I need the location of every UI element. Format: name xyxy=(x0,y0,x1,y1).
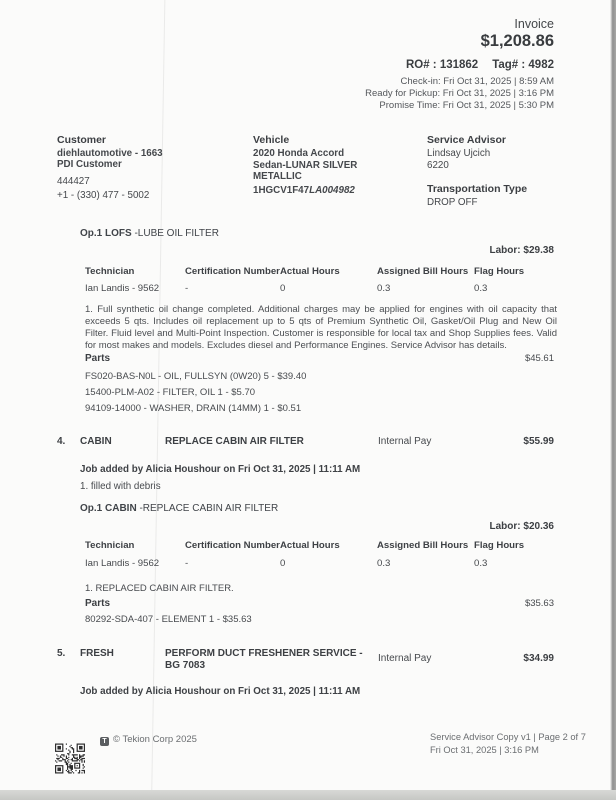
printed-timestamp: Fri Oct 31, 2025 | 3:16 PM xyxy=(430,745,539,755)
assigned-hours-cell: 0.3 xyxy=(377,558,391,569)
tekion-logo-icon: T xyxy=(100,737,109,746)
scan-bottom-edge xyxy=(0,790,616,800)
lofs-parts-label: Parts xyxy=(85,353,111,364)
qr-code xyxy=(55,742,85,775)
op-cabin-desc: -REPLACE CABIN AIR FILTER xyxy=(136,503,279,514)
copy-version-page: Service Advisor Copy v1 | Page 2 of 7 xyxy=(430,732,586,742)
cabin-table-row xyxy=(85,558,557,570)
customer-type: PDI Customer xyxy=(57,159,122,170)
op-cabin-code: Op.1 CABIN xyxy=(80,503,137,514)
customer-phone: +1 - (330) 477 - 5002 xyxy=(57,190,150,201)
assigned-hours-cell: 0.3 xyxy=(377,283,391,294)
cabin-labor-amount: Labor: $20.36 xyxy=(489,521,554,532)
technician-cell: Ian Landis - 9562 xyxy=(85,558,160,569)
col-certification-number: Certification Number xyxy=(185,540,280,551)
actual-hours-cell: 0 xyxy=(280,283,286,294)
invoice-total: $1,208.86 xyxy=(480,32,554,50)
vin-prefix: 1HGCV1F47 xyxy=(253,185,310,196)
op-lofs-code: Op.1 LOFS xyxy=(80,228,132,239)
lofs-table-header xyxy=(85,266,557,278)
vehicle-description: 2020 Honda Accord Sedan-LUNAR SILVER METALLIC xyxy=(253,148,358,182)
cabin-story: 1. REPLACED CABIN AIR FILTER. xyxy=(85,583,234,594)
col-certification-number: Certification Number xyxy=(185,266,280,277)
lofs-table-row xyxy=(85,283,557,295)
col-flag-hours: Flag Hours xyxy=(474,266,525,277)
job4-concern: 1. filled with debris xyxy=(80,481,161,492)
job5-pay-type: Internal Pay xyxy=(378,653,432,664)
promise-time: Promise Time: Fri Oct 31, 2025 | 5:30 PM xyxy=(379,100,554,111)
cabin-table-header xyxy=(85,540,557,552)
copyright-text: © Tekion Corp 2025 xyxy=(113,734,197,745)
service-advisor-heading: Service Advisor xyxy=(427,134,506,146)
customer-account: 444427 xyxy=(57,176,90,187)
cabin-parts-label: Parts xyxy=(85,598,111,609)
check-in-time: Check-in: Fri Oct 31, 2025 | 8:59 AM xyxy=(400,76,554,87)
customer-name: diehlautomotive - 1663 xyxy=(57,148,163,159)
cert-cell: - xyxy=(185,558,189,569)
service-advisor-number: 6220 xyxy=(427,160,449,171)
part-line: FS020-BAS-N0L - OIL, FULLSYN (0W20) 5 - $39.40 xyxy=(85,371,307,382)
job5-title: PERFORM DUCT FRESHENER SERVICE - BG 7083 xyxy=(165,648,363,671)
cabin-parts-total: $35.63 xyxy=(524,598,554,609)
col-flag-hours: Flag Hours xyxy=(474,540,525,551)
job4-pay-type: Internal Pay xyxy=(378,436,432,447)
tag-number: Tag# : 4982 xyxy=(492,59,554,71)
job5-amount: $34.99 xyxy=(523,653,554,664)
lofs-service-note: 1. Full synthetic oil change completed. Additional charges may be applied for engines with oil capacity that exceeds 5 qts. Includes oil replacement up to 5 qts of Premium Synthetic Oil, Gasket/Oil Plug and New Oil Filter. Fluid level and Multi-Point Inspection. Customer is responsible for local tax and Shop Supplies fees. Valid for most makes and models. Excludes diesel and Performance Engines. Service Advisor has details. xyxy=(85,304,557,351)
job5-added-by: Job added by Alicia Houshour on Fri Oct 31, 2025 | 11:11 AM xyxy=(80,686,361,697)
job4-title: REPLACE CABIN AIR FILTER xyxy=(165,436,304,447)
col-assigned-bill-hours: Assigned Bill Hours xyxy=(377,540,469,551)
job4-code: CABIN xyxy=(80,436,112,447)
vehicle-heading: Vehicle xyxy=(253,134,290,146)
ro-tag-line xyxy=(406,59,554,71)
col-assigned-bill-hours: Assigned Bill Hours xyxy=(377,266,469,277)
scan-right-edge xyxy=(610,0,616,800)
job5-code: FRESH xyxy=(80,648,114,659)
part-line: 15400-PLM-A02 - FILTER, OIL 1 - $5.70 xyxy=(85,387,256,398)
flag-hours-cell: 0.3 xyxy=(474,558,488,569)
customer-heading: Customer xyxy=(57,134,107,146)
job5-number: 5. xyxy=(57,648,66,659)
job4-amount: $55.99 xyxy=(523,436,554,447)
ready-for-pickup-time: Ready for Pickup: Fri Oct 31, 2025 | 3:16 PM xyxy=(365,88,554,99)
part-line: 94109-14000 - WASHER, DRAIN (14MM) 1 - $0.51 xyxy=(85,403,302,414)
vin-suffix: LA004982 xyxy=(309,185,355,196)
op-lofs-desc: -LUBE OIL FILTER xyxy=(131,228,219,239)
scan-crease xyxy=(151,0,165,800)
actual-hours-cell: 0 xyxy=(280,558,286,569)
col-actual-hours: Actual Hours xyxy=(280,540,340,551)
cert-cell: - xyxy=(185,283,189,294)
technician-cell: Ian Landis - 9562 xyxy=(85,283,160,294)
invoice-title: Invoice xyxy=(514,17,554,31)
service-advisor-name: Lindsay Ujcich xyxy=(427,148,491,159)
col-actual-hours: Actual Hours xyxy=(280,266,340,277)
vehicle-vin xyxy=(253,185,355,197)
footer-page-info xyxy=(430,731,586,757)
tekion-copyright xyxy=(100,734,197,746)
col-technician: Technician xyxy=(85,540,135,551)
col-technician: Technician xyxy=(85,266,135,277)
job4-added-by: Job added by Alicia Houshour on Fri Oct 31, 2025 | 11:11 AM xyxy=(80,464,361,475)
lofs-parts-total: $45.61 xyxy=(524,353,554,364)
part-line: 80292-SDA-407 - ELEMENT 1 - $35.63 xyxy=(85,614,252,625)
transportation-type-value: DROP OFF xyxy=(427,197,478,208)
transportation-type-heading: Transportation Type xyxy=(427,183,528,195)
job4-number: 4. xyxy=(57,436,66,447)
lofs-labor-amount: Labor: $29.38 xyxy=(489,245,554,256)
flag-hours-cell: 0.3 xyxy=(474,283,488,294)
op-lofs-line xyxy=(80,228,219,239)
ro-number: RO# : 131862 xyxy=(405,59,479,71)
op-cabin-line xyxy=(80,503,278,514)
